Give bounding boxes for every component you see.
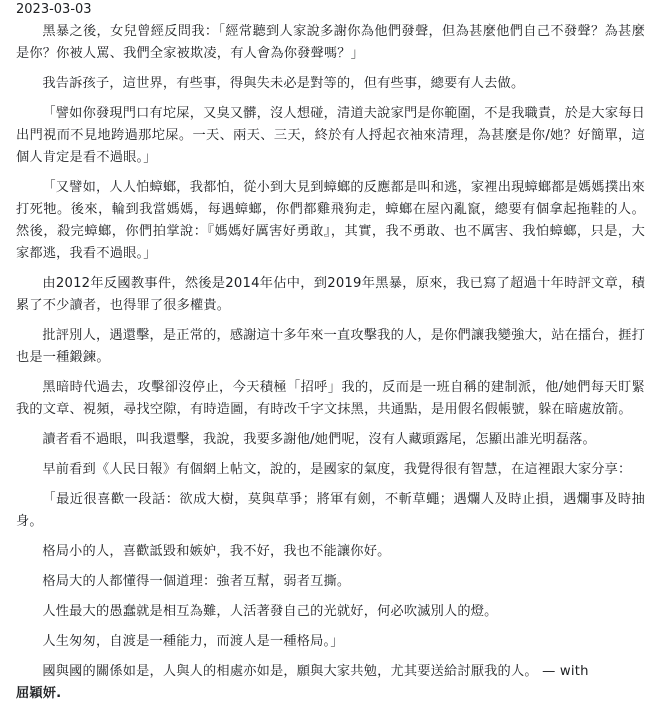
with-label: — with (537, 664, 589, 679)
post-body (16, 21, 645, 705)
paragraph: 人生匆匆，自渡是一種能力，而渡人是一種格局。」 (42, 634, 344, 649)
tagged-user-link[interactable]: 屈穎妍. (16, 686, 62, 701)
paragraph: 「又譬如，人人怕蟑螂，我都怕，從小到大見到蟑螂的反應都是叫和逃，家裡出現蟑螂都是媽媽撲出來打死牠。後來，輪到我當媽媽，每遇蟑螂，你們都雞飛狗走，蟑螂在屋內亂竄，總要有個拿起拖鞋的人。然後，殺完蟑螂，你們拍掌說：『媽媽好厲害好勇敢』，其實，我不勇敢、也不厲害、我怕蟑螂，只是，大家都逃，我看不過眼。」 (16, 180, 645, 261)
post-date: 2023-03-03 (16, 2, 92, 17)
paragraph: 黑暴之後，女兒曾經反問我：「經常聽到人家說多謝你為他們發聲，但為甚麼他們自己不發聲？為甚麼是你？你被人罵、我們全家被欺凌，有人會為你發聲嗎？」 (16, 24, 645, 61)
closing-text: 國與國的關係如是，人與人的相處亦如是，願與大家共勉，尤其要送給討厭我的人。 (42, 664, 538, 679)
paragraph: 我告訴孩子，這世界，有些事，得與失未必是對等的，但有些事，總要有人去做。 (42, 76, 525, 91)
paragraph: 「譬如你發現門口有坨屎，又臭又髒，沒人想碰，清道夫說家門是你範圍，不是我職責，於是大家每日出門視而不見地跨過那坨屎。一天、兩天、三天，終於有人捋起衣袖來清理，為甚麼是你/她？好簡單，這個人肯定是看不過眼。」 (16, 106, 645, 165)
paragraph: 讀者看不過眼，叫我還擊，我說，我要多謝他/她們呢，沒有人藏頭露尾，怎顯出誰光明磊落。 (42, 432, 596, 447)
paragraph: 人性最大的愚蠢就是相互為難，人活著發自己的光就好，何必吹滅別人的燈。 (42, 604, 498, 619)
tag-line (16, 683, 645, 705)
closing-paragraph (16, 661, 645, 683)
paragraph: 格局大的人都懂得一個道理：強者互幫，弱者互撕。 (42, 574, 351, 589)
paragraph: 「最近很喜歡一段話：欲成大樹，莫與草爭；將軍有劍，不斬草蠅；遇爛人及時止損，遇爛事及時抽身。 (16, 492, 645, 529)
paragraph: 早前看到《人民日報》有個網上帖文，說的，是國家的氣度，我覺得很有智慧，在這裡跟大家分享： (42, 462, 632, 477)
paragraph: 由2012年反國教事件，然後是2014年佔中，到2019年黑暴，原來，我已寫了超過十年時評文章，積累了不少讀者，也得罪了很多權貴。 (16, 276, 645, 313)
paragraph: 格局小的人，喜歡詆毀和嫉妒，我不好，我也不能讓你好。 (42, 544, 391, 559)
paragraph: 黑暗時代過去，攻擊卻沒停止，今天積極「招呼」我的，反而是一班自稱的建制派，他/她們每天盯緊我的文章、視頻，尋找空隙，有時造圖，有時改千字文抹黑，共通點，是用假名假帳號，躲在暗處放箭。 (16, 380, 645, 417)
paragraph: 批評別人，遇還擊，是正常的，感謝這十多年來一直攻擊我的人，是你們讓我變強大，站在擂台，捱打也是一種鍛鍊。 (16, 328, 645, 365)
